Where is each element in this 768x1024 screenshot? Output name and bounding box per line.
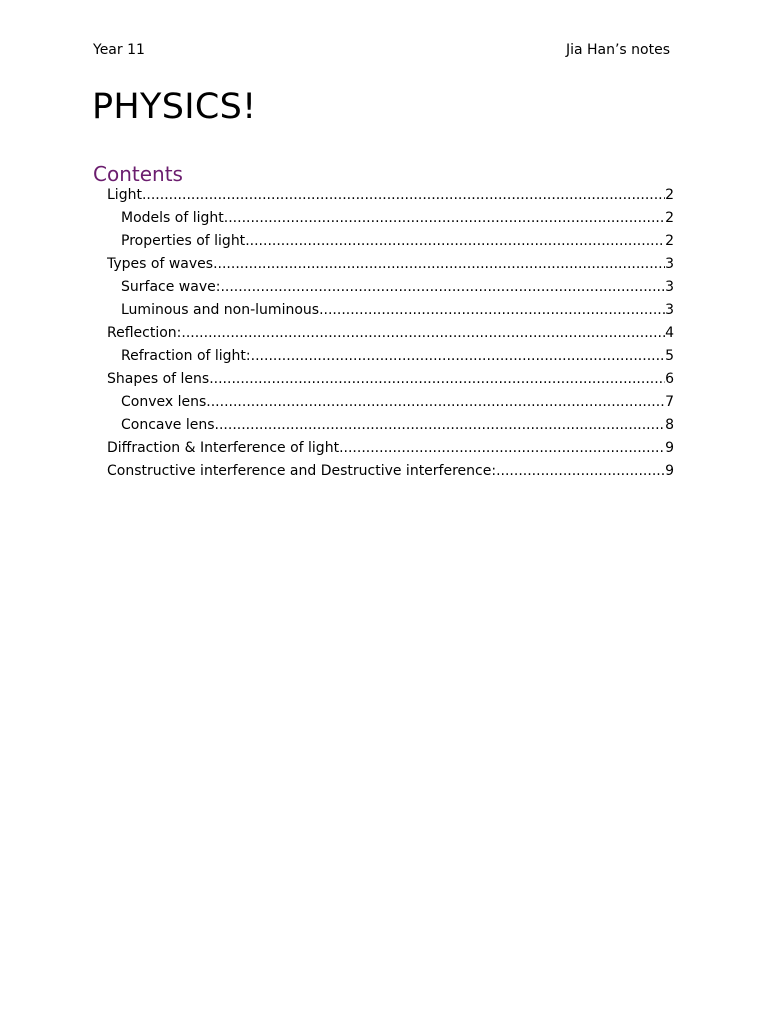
toc-entry-label: Convex lens xyxy=(121,394,207,410)
toc-entry-page: 8 xyxy=(665,417,674,433)
toc-dot-leader xyxy=(220,276,665,299)
toc-dot-leader xyxy=(209,368,665,391)
toc-dot-leader xyxy=(251,345,665,368)
toc-dot-leader xyxy=(181,322,665,345)
toc-entry[interactable] xyxy=(121,230,674,253)
toc-entry[interactable] xyxy=(121,414,674,437)
table-of-contents xyxy=(0,184,768,483)
toc-entry[interactable] xyxy=(107,368,674,391)
toc-heading: Contents xyxy=(93,162,183,186)
toc-entry-label: Refraction of light: xyxy=(121,348,251,364)
toc-entry-page: 9 xyxy=(665,463,674,479)
toc-dot-leader xyxy=(142,184,665,207)
toc-entry-label: Properties of light xyxy=(121,233,246,249)
toc-dot-leader xyxy=(206,391,665,414)
toc-entry-page: 3 xyxy=(665,279,674,295)
toc-entry-page: 6 xyxy=(665,371,674,387)
toc-dot-leader xyxy=(213,253,665,276)
document-title: PHYSICS! xyxy=(92,87,257,127)
toc-entry-page: 3 xyxy=(665,256,674,272)
toc-entry-label: Types of waves xyxy=(107,256,214,272)
toc-entry-page: 2 xyxy=(665,187,674,203)
header-author: Jia Han’s notes xyxy=(565,42,670,58)
toc-entry-page: 5 xyxy=(665,348,674,364)
toc-entry[interactable] xyxy=(107,253,674,276)
toc-entry-page: 3 xyxy=(665,302,674,318)
toc-entry[interactable] xyxy=(121,391,674,414)
toc-entry[interactable] xyxy=(107,437,674,460)
toc-entry-page: 2 xyxy=(665,210,674,226)
toc-entry[interactable] xyxy=(121,299,674,322)
toc-entry-label: Shapes of lens xyxy=(107,371,210,387)
toc-dot-leader xyxy=(224,207,665,230)
toc-entry[interactable] xyxy=(121,207,674,230)
toc-dot-leader xyxy=(215,414,666,437)
toc-entry-label: Constructive interference and Destructive interference: xyxy=(107,463,497,479)
toc-entry-label: Reflection: xyxy=(107,325,182,341)
toc-entry[interactable] xyxy=(107,460,674,483)
toc-entry-label: Diffraction & Interference of light xyxy=(107,440,340,456)
toc-entry[interactable] xyxy=(121,276,674,299)
toc-entry-page: 4 xyxy=(665,325,674,341)
toc-entry[interactable] xyxy=(121,345,674,368)
toc-dot-leader xyxy=(319,299,665,322)
toc-entry-page: 7 xyxy=(665,394,674,410)
header-year: Year 11 xyxy=(93,42,145,58)
toc-entry-label: Surface wave: xyxy=(121,279,221,295)
toc-dot-leader xyxy=(496,460,665,483)
toc-entry-label: Light xyxy=(107,187,142,203)
toc-entry-label: Concave lens xyxy=(121,417,215,433)
toc-entry[interactable] xyxy=(107,322,674,345)
toc-entry[interactable] xyxy=(107,184,674,207)
toc-dot-leader xyxy=(339,437,665,460)
toc-entry-page: 9 xyxy=(665,440,674,456)
toc-entry-label: Models of light xyxy=(121,210,224,226)
toc-dot-leader xyxy=(245,230,665,253)
toc-entry-label: Luminous and non-luminous xyxy=(121,302,320,318)
toc-entry-page: 2 xyxy=(665,233,674,249)
